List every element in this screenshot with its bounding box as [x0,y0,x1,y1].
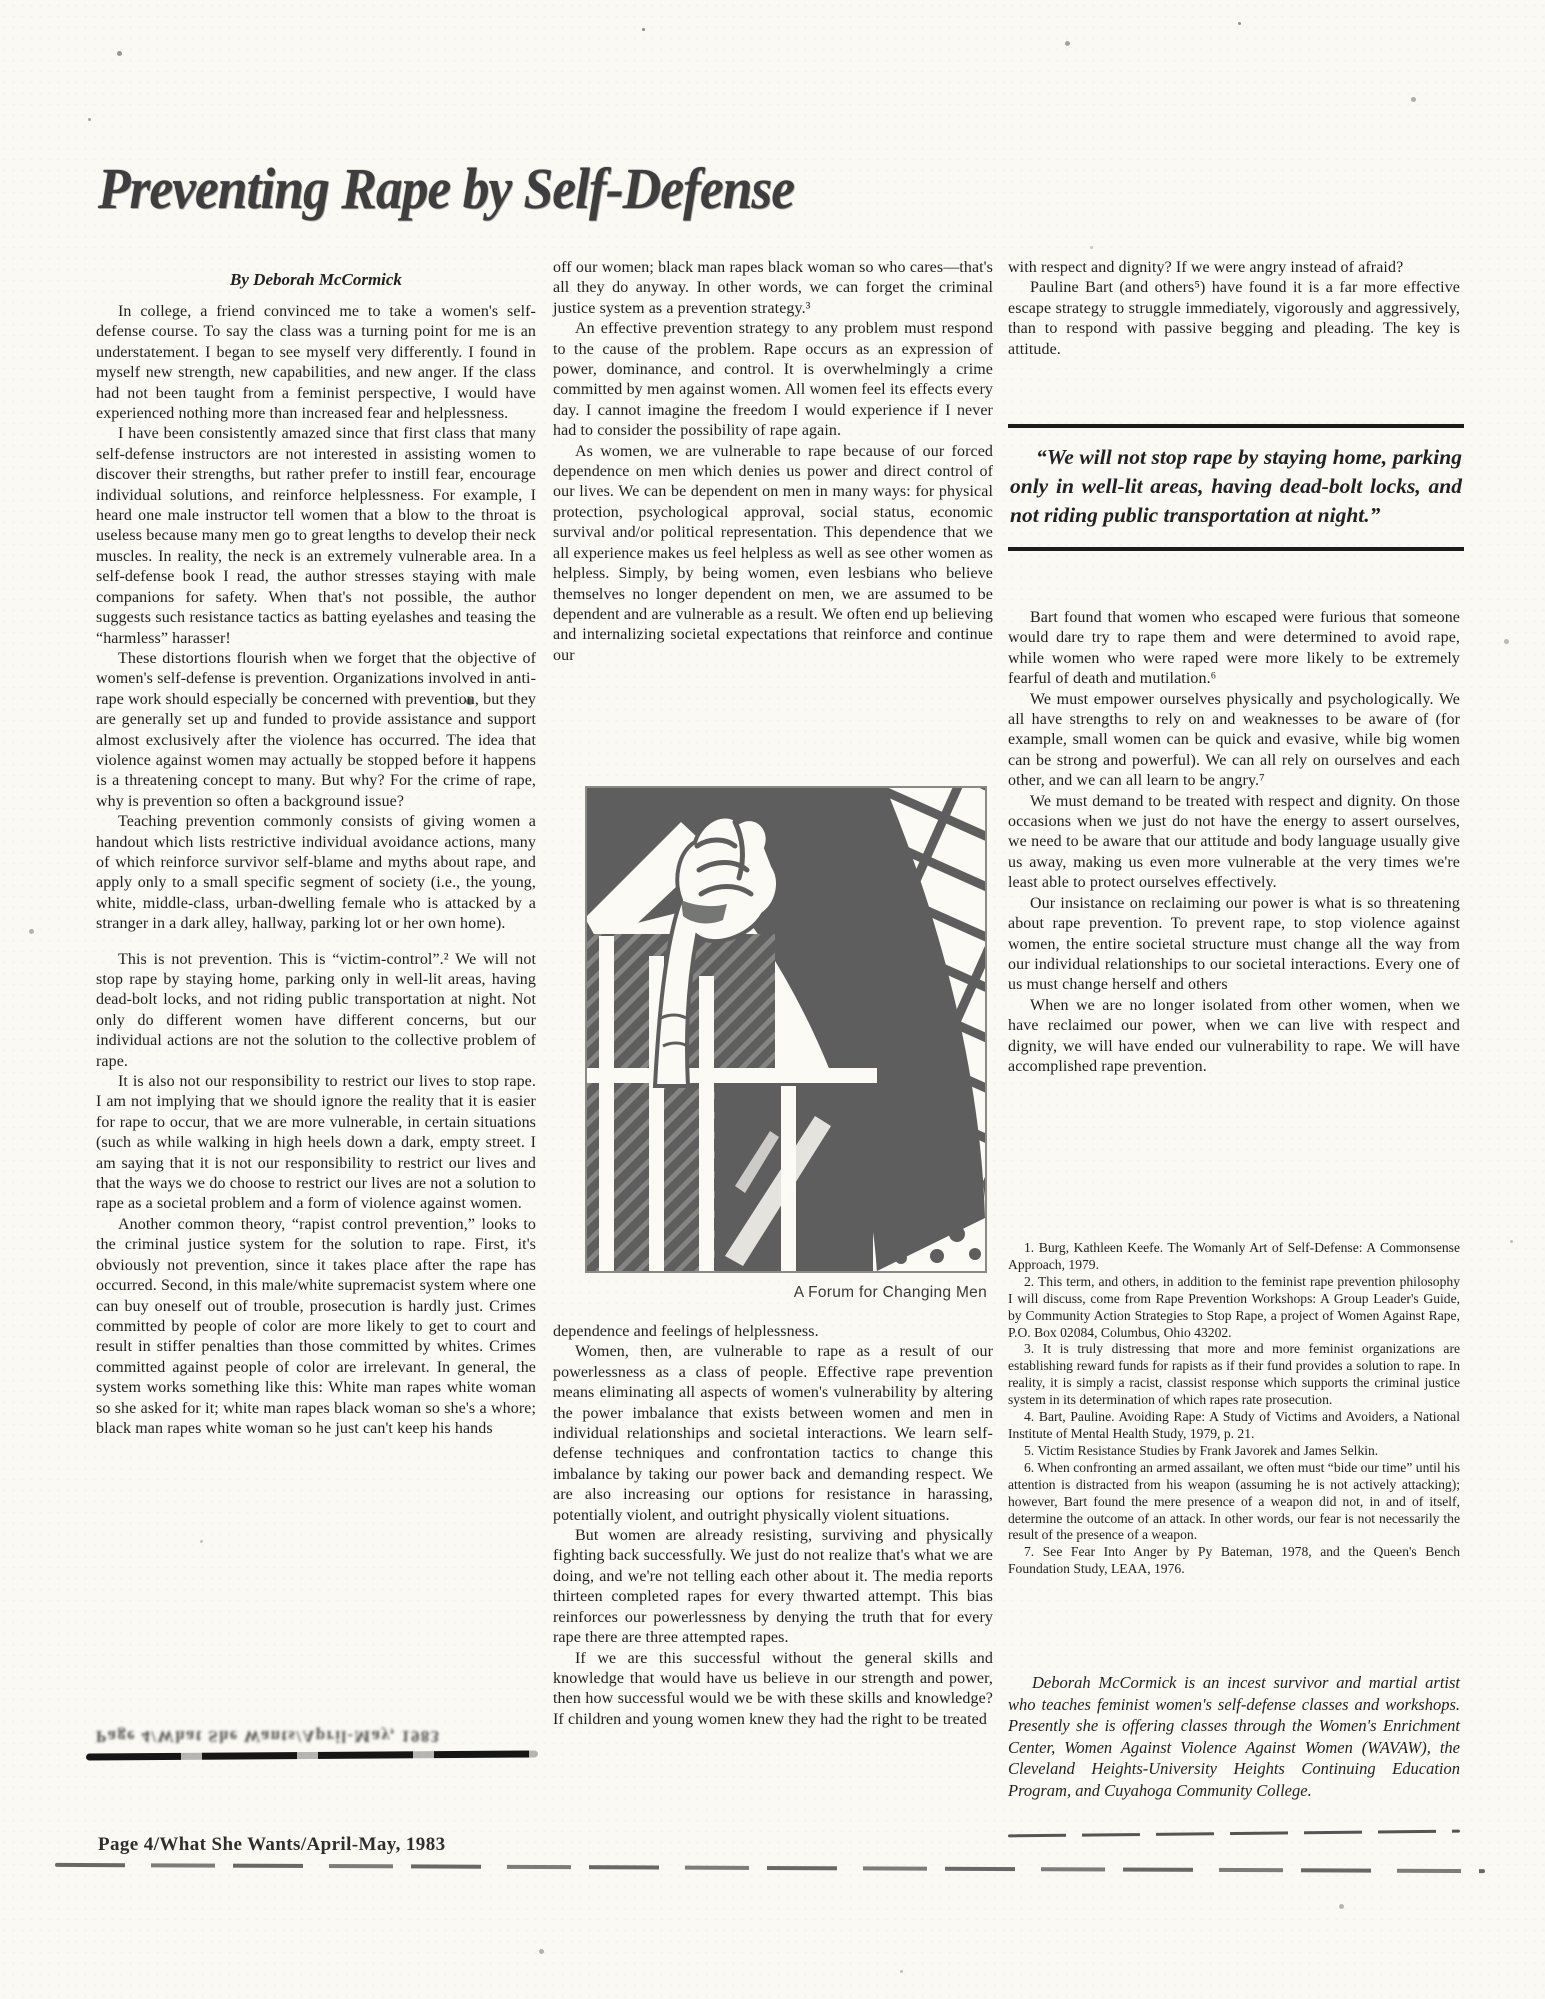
article-paragraph: Pauline Bart (and others⁵) have found it is a far more effective escape strategy to struggle immediately, vigorously and aggressively, than to respond with passive begging and pleading. The key is attitude. [1008,279,1460,358]
footnote: 6. When confronting an armed assailant, we often must “bide our time” until his attention is distracted from his weapon (assuming he is not actively attacking); however, Bart found the mere presence of a weapon did not, in and of itself, determine the outcome of an attack. In other words, our fear is not necessarily the result of the presence of a weapon. [1008,1459,1460,1543]
article-paragraph: If we are this successful without the general skills and knowledge that would have us believe in our strength and power, then how successful would we be with these skills and knowledge? If children and young women knew they had the right to be treated [553,1649,993,1728]
article-paragraph: Bart found that women who escaped were furious that someone would dare try to rape them and were determined to avoid rape, while women who were raped were more likely to be extremely fearful of death and mutilation.⁶ [1008,609,1460,688]
column-1 [96,302,536,1439]
full-width-smear-rule [55,1863,1485,1873]
article-paragraph: It is also not our responsibility to restrict our lives to stop rape. I am not implying that we should ignore the reality that it is easier for rape to occur, that we are more vulnerable, in certain situations (such as while walking in high heels down a dark, empty street. I am saying that it is not our responsibility to restrict our lives and that the ways we do choose to restrict our lives are not a solution to rape as a societal problem and a form of violence against women. [96,1073,536,1213]
figure-caption: A Forum for Changing Men [793,1284,987,1301]
article-paragraph: dependence and feelings of helplessness. [553,1323,819,1340]
article-paragraph: We must empower ourselves physically and psychologically. We all have strengths to rely on and weaknesses to be aware of (for example, small women can be quick and evasive, while big women can be strong and powerful). We can all rely on ourselves and each other, and we can all learn to be angry.⁷ [1008,690,1460,790]
pull-quote-text: “We will not stop rape by staying home, parking only in well-lit areas, having dead-bolt locks, and not riding public transportation at night.” [1010,445,1462,527]
column-2-top [553,258,993,666]
article-paragraph: In college, a friend convinced me to take a women's self-defense course. To say the class was a turning point for me is an understatement. I began to see myself very differently. I found in myself new strength, new capabilities, and new anger. If the class had not been taught from a feminist perspective, I would have experienced nothing more than increased fear and helplessness. [96,303,536,423]
author-bio-text: Deborah McCormick is an incest survivor and martial artist who teaches feminist women's self-defense classes and workshops. Presently she is offering classes through the Women's Enrichment Center, Women Against Violence Against Women (WAVAW), the Cleveland Heights-University Heights Continuing Education Program, and Cuyahoga Community College. [1008,1673,1460,1800]
article-paragraph: When we are no longer isolated from other women, when we have reclaimed our power, when we can live with respect and dignity, we will have ended our vulnerability to rape. We will have accomplished rape prevention. [1008,996,1460,1075]
ghost-offset-print-text: Page 4/What She Wants/April-May, 1983 [96,1727,441,1746]
footnote: 3. It is truly distressing that more and more feminist organizations are establishing reward funds for rapists as if their fund provides a solution to rape. In reality, it is simply a racist, classist response which supports the criminal justice system in its determination of which rapes rate prosecution. [1008,1341,1460,1408]
article-paragraph: with respect and dignity? If we were angry instead of afraid? [1008,259,1404,276]
page-footer: Page 4/What She Wants/April-May, 1983 [98,1834,446,1855]
footnote: 1. Burg, Kathleen Keefe. The Womanly Art of Self-Defense: A Commonsense Approach, 1979. [1008,1240,1460,1272]
figure [585,786,987,1302]
footnote: 4. Bart, Pauline. Avoiding Rape: A Study of Victims and Avoiders, a National Institute of Mental Health Study, 1979, p. 21. [1008,1409,1460,1441]
bio-divider-rule [1008,1830,1460,1838]
footnote: 7. See Fear Into Anger by Py Bateman, 1978, and the Queen's Bench Foundation Study, LEAA, 1976. [1008,1544,1460,1577]
article-title: Preventing Rape by Self-Defense [98,155,795,221]
article-paragraph: As women, we are vulnerable to rape because of our forced dependence on men which denies us power and direct control of our lives. We can be dependent on men in many ways: for physical protection, psychological approval, social status, economic survival and/or political representation. This dependence that we all experience makes us feel helpless as well as see other women as helpless. Simply, by being women, even lesbians who believe themselves no longer dependent on men, we are assumed to be dependent and are vulnerable as a result. We often end up believing and internalizing societal expectations that reinforce and continue our [553,442,993,664]
author-bio [1008,1672,1460,1802]
article-paragraph: Our insistance on reclaiming our power is what is so threatening about rape prevention. To prevent rape, to stop violence against women, the entire societal structure must change all the way from our individual relationships to our societal interactions. Every one of us must change herself and others [1008,894,1460,994]
column-3-top [1008,258,1460,360]
raised-fist-illustration [585,786,987,1273]
column-3-body [1008,608,1460,1077]
column-2-bottom [553,1322,993,1730]
pull-quote [1008,424,1464,551]
article-paragraph: An effective prevention strategy to any problem must respond to the cause of the problem. Rape occurs as an expression of power, dominance, and control. It is overwhelmingly a crime committed by men against women. All women feel its effects every day. I cannot imagine the freedom I would experience if I never had to consider the possibility of rape again. [553,320,993,440]
article-paragraph: Another common theory, “rapist control prevention,” looks to the criminal justice system for the solution to rape. First, it's obviously not prevention, since it takes place after the rape has occurred. Second, in this male/white supremacist system where one can buy oneself out of trouble, prosecution is hardly just. Crimes committed by people of color are more likely to get to court and result in stiffer penalties than those committed by whites. Crimes committed against people of color are irrelevant. In general, the system works something like this: White man rapes white woman so she asked for it; white man rapes black woman so she's a whore; black man rapes white woman so he just can't keep his hands [96,1215,536,1437]
smeared-rule [86,1750,538,1760]
article-paragraph: But women are already resisting, surviving and physically fighting back successfully. We just do not realize that's what we are doing, and we're not telling each other about it. The media reports thirteen completed rapes for every thwarted attempt. This bias reinforces our powerlessness by denying the truth that for every rape there are three attempted rapes. [553,1527,993,1647]
article-paragraph: Women, then, are vulnerable to rape as a result of our powerlessness as a class of people. Effective rape prevention means eliminating all aspects of women's vulnerability by altering the power imbalance that exists between women and men in individual relationships and societal interactions. We learn self-defense techniques and confrontation tactics to change this imbalance by taking our power back and demanding respect. We are also increasing our options for resistance in harassing, potentially violent, and outright physically violent situations. [553,1343,993,1524]
article-paragraph: off our women; black man rapes black woman so who cares—that's all they do anyway. In other words, we can forget the criminal justice system as a prevention strategy.³ [553,259,993,317]
article-paragraph: These distortions flourish when we forget that the objective of women's self-defense is prevention. Organizations involved in anti-rape work should especially be concerned with prevention, but they are generally set up and funded to provide assistance and support almost exclusively after the violence has occurred. The idea that violence against women may actually be stopped before it happens is a threatening concept to many. But why? For the crime of rape, why is prevention so often a background issue? [96,649,536,810]
footnote: 5. Victim Resistance Studies by Frank Javorek and James Selkin. [1024,1442,1379,1458]
footnote: 2. This term, and others, in addition to the feminist rape prevention philosophy I will discuss, come from Rape Prevention Workshops: A Group Leader's Guide, by Community Action Strategies to Stop Rape, a project of Women Against Rape, P.O. Box 02084, Columbus, Ohio 43202. [1008,1273,1460,1340]
footnotes [1008,1240,1460,1578]
article-paragraph: I have been consistently amazed since that first class that many self-defense instructors are not interested in assisting women to discover their strengths, but rather prefer to instill fear, encourage individual solutions, and reinforce helplessness. For example, I heard one male instructor tell women that a blow to the throat is useless because many men go to great lengths to develop their neck muscles. In reality, the neck is an extremely vulnerable area. In a self-defense book I read, the author stresses staying with male companions for safety. When that's not possible, the author suggests such resistance tactics as batting eyelashes and teasing the “harmless” harasser! [96,425,536,647]
article-paragraph: This is not prevention. This is “victim-control”.² We will not stop rape by staying home, parking only in well-lit areas, having dead-bolt locks, and not riding public transportation at night. Not only do different women have different concerns, but our individual actions are not the solution to the collective problem of rape. [96,950,536,1070]
article-paragraph: Teaching prevention commonly consists of giving women a handout which lists restrictive individual avoidance actions, many of which reinforce survivor self-blame and myths about rape, and apply only to a small specific segment of society (i.e., the young, white, middle-class, urban-dwelling female who is attacked by a stranger in a dark alley, hallway, parking lot or her own home). [96,813,536,933]
scan-noise-specks [0,0,3,3]
byline: By Deborah McCormick [230,270,402,289]
article-paragraph: We must demand to be treated with respect and dignity. On those occasions when we just do not have the energy to assert ourselves, we need to be aware that our attitude and body language usually give us away, making us even more vulnerable at the very times we're least able to protect ourselves effectively. [1008,792,1460,892]
